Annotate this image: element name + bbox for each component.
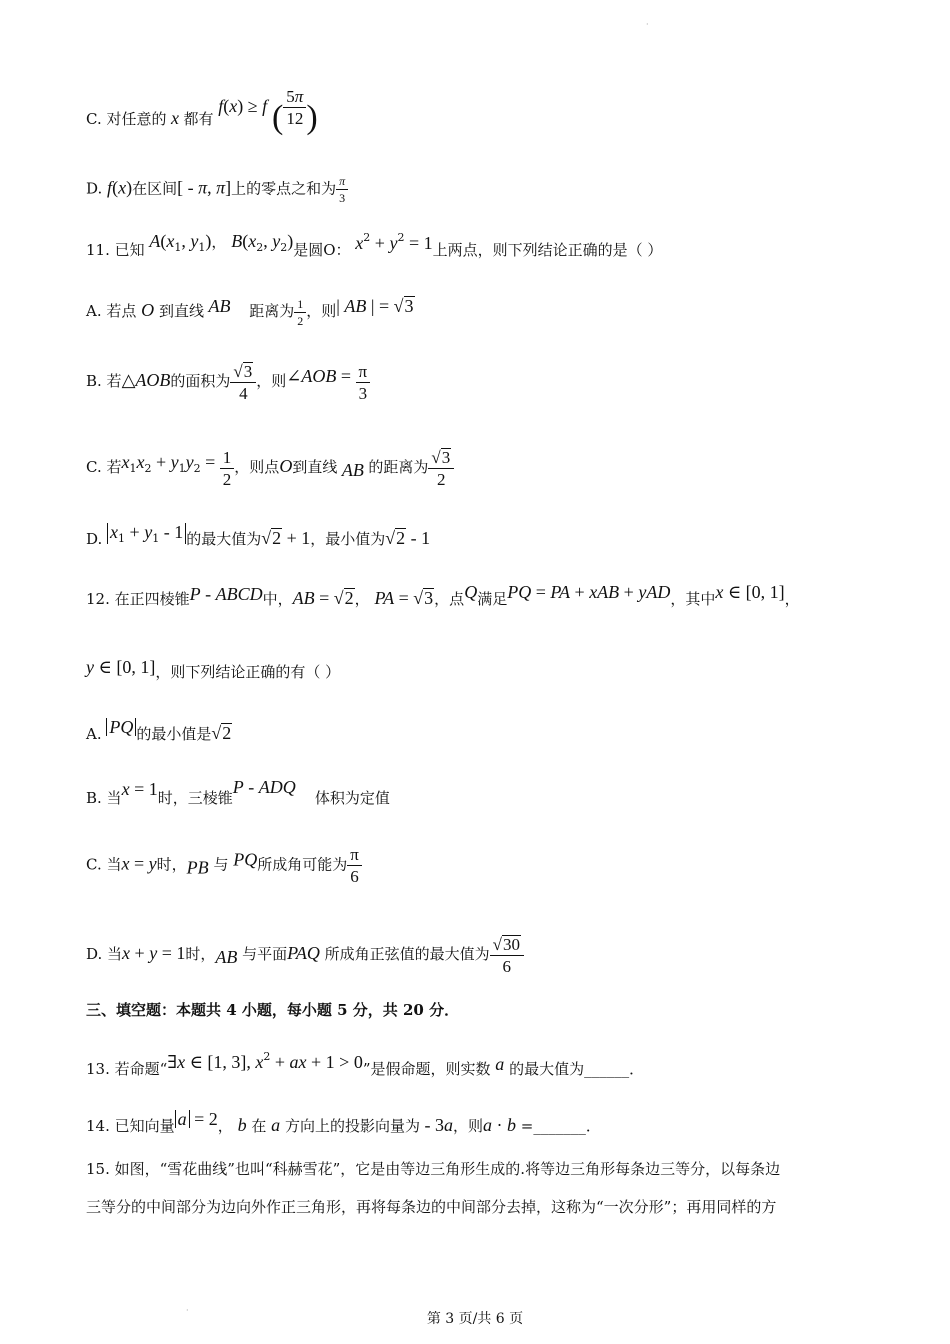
option-text: 体积为定值	[314, 789, 390, 807]
question-number: 11. 已知	[86, 241, 145, 259]
option-12d: D. 当x + y = 1时，AB 与平面PAQ 所成角正弦值的最大值为 $\frac{√30}{6}$	[86, 935, 524, 975]
option-word: 都有	[183, 110, 214, 128]
question-number: 12. 在正四棱锥	[86, 590, 190, 608]
option-12b: B. 当x = 1时，三棱锥P - ADQ 体积为定值	[86, 777, 390, 807]
question-text: O：	[323, 241, 351, 259]
option-12c: C. 当x = y时，PB 与 PQ所成角可能为 $\frac{\pi}{6}$	[86, 846, 362, 885]
option-label: A. 若点	[86, 302, 137, 320]
option-10c: C. 对任意的 x 都有 f(x) ≥ f ( $\frac{5\pi}{12}$ )	[86, 87, 318, 136]
option-label: D.	[86, 179, 103, 198]
option-11c: C. 若$x_1x_2 + y_1y_2$ = $\frac{1}{2}$ ，则点O到直线 AB 的距离为 $\frac{√3}{2}$	[86, 448, 454, 488]
option-text: 时，	[156, 855, 187, 874]
variable-a: a	[495, 1054, 505, 1074]
question-number: 14. 已知向量	[86, 1117, 175, 1135]
question-text: 的最大值为______．	[509, 1060, 645, 1078]
question-15-line2: 三等分的中间部分为边向外作正三角形，再将每条边的中间部分去掉，这称为“一次分形”；再用同样的方	[86, 1198, 777, 1216]
point-o: O	[141, 300, 155, 320]
question-text: 中，	[262, 590, 293, 608]
option-text: 所成角可能为	[257, 855, 348, 874]
question-15-line1: 15. 如图，“雪花曲线”也叫“科赫雪花”，它是由等边三角形生成的.将等边三角形每条边三等分，以每条边	[86, 1160, 781, 1178]
option-text: 距离为	[249, 302, 295, 320]
question-text: ，	[354, 590, 370, 608]
option-12a: A. PQ 的最小值是√2	[86, 717, 232, 743]
option-label: A.	[86, 725, 102, 743]
question-text: 上两点，则下列结论正确的是（ ）	[432, 241, 663, 259]
question-13: 13. 若命题“∃x ∈ [1, 3], $x^2$ + ax + 1 > 0”是假命题，则实数 a 的最大值为______．	[86, 1050, 645, 1078]
option-label: B. 若	[86, 372, 122, 390]
option-text: 在区间	[132, 179, 178, 198]
option-text: 时，	[185, 945, 216, 963]
option-text: 与	[213, 855, 229, 874]
option-text: 到直线	[158, 302, 204, 320]
question-text: ，	[217, 1117, 233, 1135]
question-text: ，则下列结论正确的有（ ）	[155, 663, 341, 681]
option-text: 时，三棱锥	[157, 789, 233, 807]
question-text: ，	[784, 590, 800, 608]
option-label: C. 对任意的	[86, 110, 167, 128]
option-11b: B. 若△AOB的面积为 $\frac{√3}{4}$ ，则∠AOB = $\frac{\pi}{3}$	[86, 362, 370, 402]
variable-b: b	[237, 1115, 247, 1135]
option-text: 的面积为	[170, 372, 231, 390]
question-text: 是圆	[293, 241, 324, 259]
variable-a: a	[271, 1115, 281, 1135]
option-10d: D. f(x)在区间[ - π, π]上的零点之和为 $\frac{\pi}{3}$	[86, 175, 348, 204]
question-14: 14. 已知向量 a = 2， b 在 a 方向上的投影向量为 - 3a，则a · b =_______．	[86, 1109, 601, 1135]
question-text: =_______．	[520, 1117, 601, 1135]
option-label: C. 当	[86, 855, 122, 874]
question-text: 在	[251, 1117, 267, 1135]
option-text: 与平面	[242, 945, 288, 963]
page-footer: 第 3 页/共 6 页	[426, 1311, 524, 1327]
scan-dot: ·	[646, 20, 649, 29]
option-label: D. 当	[86, 945, 123, 963]
option-text: ，则点	[234, 458, 280, 476]
option-11d: D. $x_1 + y_1 - 1$ 的最大值为√2 + 1，最小值为√2 - 1	[86, 522, 431, 548]
question-text: 方向上的投影向量为	[284, 1117, 420, 1135]
option-label: C. 若	[86, 458, 122, 476]
question-12: 12. 在正四棱锥P - ABCD中，AB = √2， PA = √3，点Q满足PQ = PA + xAB + yAD，其中x ∈ [0, 1]，	[86, 582, 800, 608]
option-label: D.	[86, 530, 103, 548]
option-text: 的距离为	[368, 458, 429, 476]
option-text: ，则	[306, 302, 337, 320]
question-number: 13. 若命题“	[86, 1060, 168, 1078]
scan-dot: ·	[186, 1306, 189, 1315]
option-text: ，则	[256, 372, 287, 390]
question-text: ，则	[452, 1117, 483, 1135]
option-text: 上的零点之和为	[231, 179, 337, 198]
question-text: ，其中	[670, 590, 716, 608]
option-text: 的最大值为	[186, 530, 262, 548]
question-text: ”是假命题，则实数	[362, 1060, 491, 1078]
section-heading: 三、填空题：本题共 4 小题，每小题 5 分，共 20 分．	[86, 1001, 460, 1019]
option-text: ，最小值为	[310, 530, 386, 548]
option-text: 到直线	[292, 458, 338, 476]
option-11a: A. 若点 O 到直线 AB 距离为 $\frac{1}{2}$ ，则| AB | = √3	[86, 296, 414, 328]
question-12-condition: y ∈ [0, 1]，则下列结论正确的有（ ）	[86, 657, 341, 681]
question-text: 满足	[477, 590, 508, 608]
option-text: 的最小值是	[136, 725, 212, 743]
question-11: 11. 已知 $A(x_1$, $y_1$)， $B(x_2$, $y_2$)是圆O： $x^2 + y^2 = 1$上两点，则下列结论正确的是（ ）	[86, 231, 663, 259]
point-o: O	[279, 456, 293, 476]
option-text: 所成角正弦值的最大值为	[324, 945, 490, 963]
option-label: B. 当	[86, 789, 122, 807]
question-text: ，点	[434, 590, 465, 608]
